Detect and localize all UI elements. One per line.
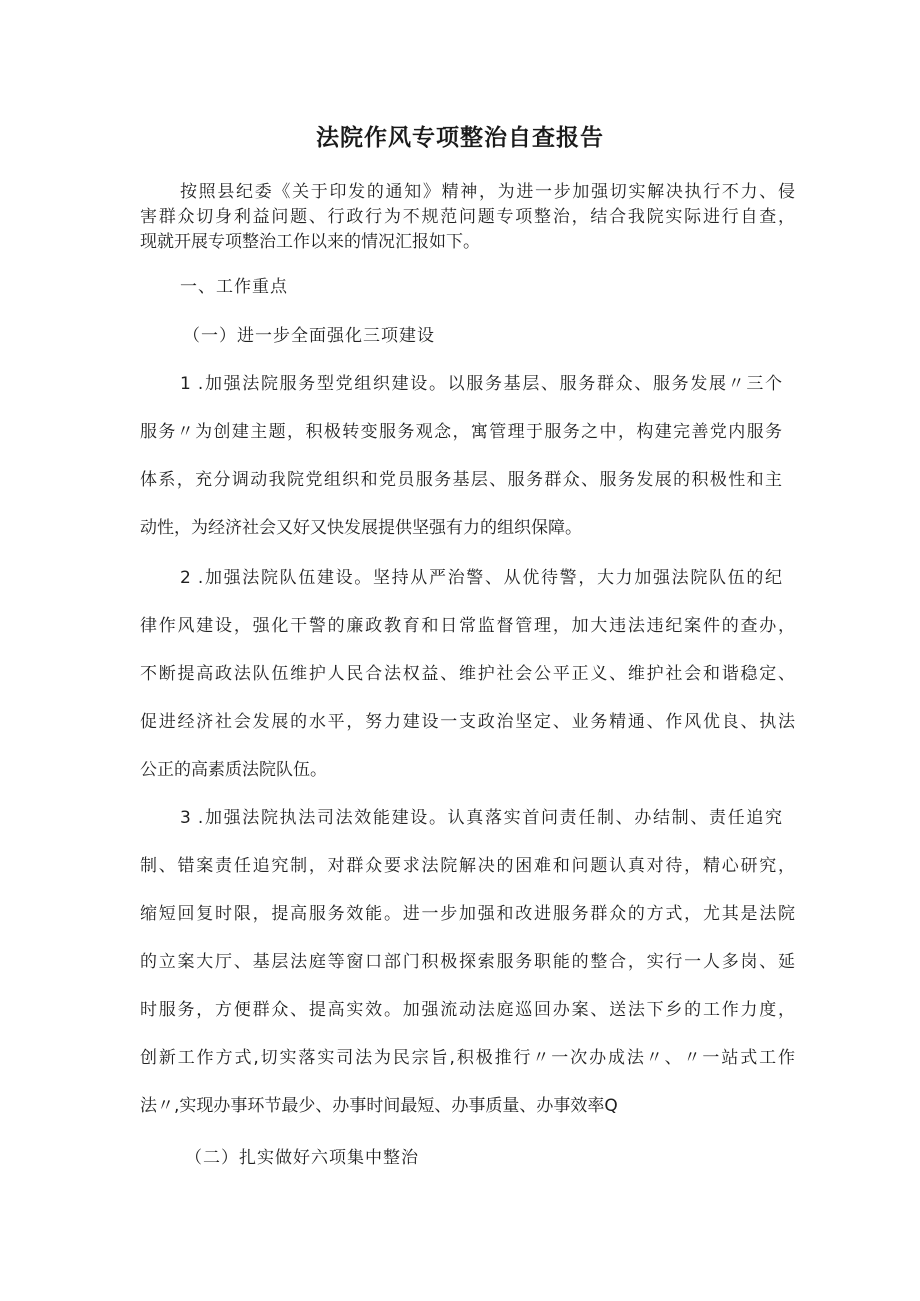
item-3-line: 时服务，方便群众、提高实效。加强流动法庭巡回办案、送法下乡的工作力度， <box>140 1000 795 1020</box>
item-2-line: 促进经济社会发展的水平，努力建设一支政治坚定、业务精通、作风优良、执法 <box>140 712 795 732</box>
item-1-line: 服务〃为创建主题，积极转变服务观念，寓管理于服务之中，构建完善党内服务 <box>140 422 782 442</box>
item-3-line: 缩短回复时限，提高服务效能。进一步加强和改进服务群众的方式，尤其是法院 <box>140 904 795 924</box>
item-2-line: 公正的高素质法院队伍。 <box>140 760 327 780</box>
item-1-line: 体系，充分调动我院党组织和党员服务基层、服务群众、服务发展的积极性和主 <box>140 470 782 490</box>
document-title: 法院作风专项整治自查报告 <box>316 125 604 151</box>
intro-line: 按照县纪委《关于印发的通知》精神，为进一步加强切实解决执行不力、侵 <box>180 182 795 202</box>
item-2-line: 律作风建设，强化干警的廉政教育和日常监督管理，加大违法违纪案件的查办， <box>140 616 795 636</box>
section-heading-work-focus: 一、工作重点 <box>180 277 288 297</box>
item-3-line: 的立案大厅、基层法庭等窗口部门积极探索服务职能的整合，实行一人多岗、延 <box>140 952 795 972</box>
item-1-line: 动性，为经济社会又好又快发展提供坚强有力的组织保障。 <box>140 518 582 538</box>
subsection-heading-2: （二）扎实做好六项集中整治 <box>185 1148 419 1168</box>
intro-line: 害群众切身利益问题、行政行为不规范问题专项整治，结合我院实际进行自查， <box>140 207 795 227</box>
item-3-line: 创新工作方式,切实落实司法为民宗旨,积极推行〃一次办成法〃、〃一站式工作 <box>140 1048 795 1068</box>
item-2-line: 不断提高政法队伍维护人民合法权益、维护社会公平正义、维护社会和谐稳定、 <box>140 664 795 684</box>
item-3-line: 法〃,实现办事环节最少、办事时间最短、办事质量、办事效率Q <box>140 1096 618 1116</box>
item-3-line: 3 .加强法院执法司法效能建设。认真落实首问责任制、办结制、责任追究 <box>180 808 782 828</box>
subsection-heading-1: （一）进一步全面强化三项建设 <box>183 326 435 346</box>
item-1-paragraph <box>140 360 795 552</box>
intro-line: 现就开展专项整治工作以来的情况汇报如下。 <box>140 232 480 252</box>
item-2-line: 2 .加强法院队伍建设。坚持从严治警、从优待警，大力加强法院队伍的纪 <box>180 568 782 588</box>
item-2-paragraph <box>140 554 795 794</box>
item-3-line: 制、错案责任追究制，对群众要求法院解决的困难和问题认真对待，精心研究， <box>140 856 795 876</box>
item-3-paragraph <box>140 794 795 1130</box>
item-1-line: 1 .加强法院服务型党组织建设。以服务基层、服务群众、服务发展〃三个 <box>180 374 782 394</box>
intro-paragraph <box>140 180 795 255</box>
